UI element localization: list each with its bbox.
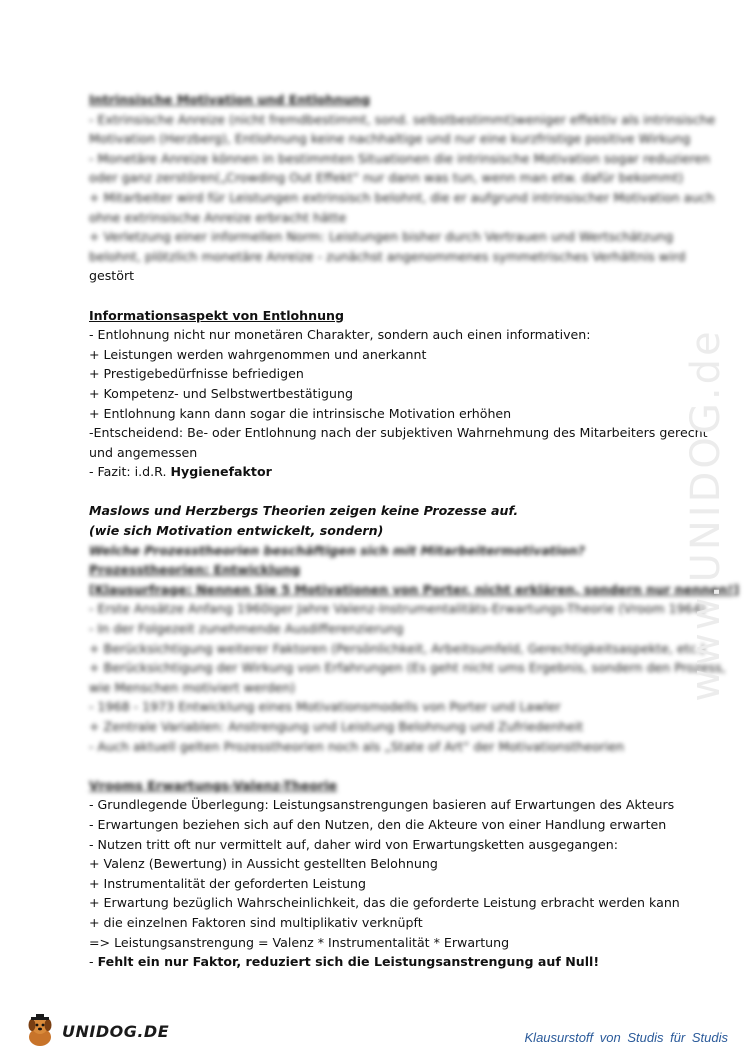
text-line: - In der Folgezeit zunehmende Ausdifferenzierung xyxy=(89,621,404,637)
text-line: - Erste Ansätze Anfang 1960iger Jahre Valenz-Instrumentalitäts-Erwartungs-Theorie (Vroom 1964) xyxy=(89,601,706,617)
info-section-lines xyxy=(89,325,708,462)
fazit-prefix: - Fazit: i.d.R. xyxy=(89,464,171,480)
text-line: + Berücksichtigung der Wirkung von Erfahrungen (Es geht nicht ums Ergebnis, sondern den Prozess, xyxy=(89,660,726,676)
text-line: [Klausurfrage: Nennen Sie 5 Motivationen von Porter, nicht erklären, sondern nur nennen!] xyxy=(89,581,740,597)
text-line: => Leistungsanstrengung = Valenz * Instrumentalität * Erwartung xyxy=(89,934,510,950)
text-line: + Mitarbeiter wird für Leistungen extrinsisch belohnt, die er aufgrund intrinsischer Motivation auch xyxy=(89,189,715,205)
text-line: + die einzelnen Faktoren sind multiplikativ verknüpft xyxy=(89,914,423,930)
footer-logo xyxy=(22,1013,169,1049)
watermark xyxy=(683,280,729,750)
text-line: ohne extrinsische Anreize erbracht hätte xyxy=(89,209,347,225)
text-line: oder ganz zerstören(„Crowding Out Effekt“ nur dann was tun, wenn man etw. dafür bekommt) xyxy=(89,170,684,186)
text-line: - Entlohnung nicht nur monetären Charakter, sondern auch einen informativen: xyxy=(89,327,591,343)
text-line: gestört xyxy=(89,268,135,284)
blurred-section-middle xyxy=(89,541,740,757)
text-line: - 1968 - 1973 Entwicklung eines Motivationsmodells von Porter und Lawler xyxy=(89,699,561,715)
text-line: - Extrinsische Anreize (nicht fremdbestimmt, sond. selbstbestimmt)weniger effektiv als intrinsische xyxy=(89,111,716,127)
dog-mascot-icon xyxy=(22,1013,58,1049)
section-heading-info: Informationsaspekt von Entlohnung xyxy=(89,307,345,323)
logo-text: UNIDOG.DE xyxy=(62,1021,170,1041)
text-line: + Erwartung bezüglich Wahrscheinlichkeit, das die geforderte Leistung erbracht werden kann xyxy=(89,895,680,911)
text-line: und angemessen xyxy=(89,444,198,460)
italic-note-1: Maslows und Herzbergs Theorien zeigen keine Prozesse auf. xyxy=(89,503,519,519)
text-line: + Verletzung einer informellen Norm: Leistungen bisher durch Vertrauen und Wertschätzung xyxy=(89,229,674,245)
text-line: Welche Prozesstheorien beschäftigen sich mit Mitarbeitermotivation? xyxy=(89,542,585,558)
final-bold: Fehlt ein nur Faktor, reduziert sich die Leistungsanstrengung auf Null! xyxy=(97,954,600,970)
vroom-section-lines xyxy=(89,795,680,952)
fazit-line xyxy=(89,462,659,482)
footer-tagline: Klausurstoff von Studis für Studis xyxy=(524,1030,728,1045)
text-line: Intrinsische Motivation und Entlohnung xyxy=(89,92,371,107)
text-line: + Instrumentalität der geforderten Leistung xyxy=(89,875,367,891)
watermark-text: www.UNIDOG.de xyxy=(683,328,729,702)
text-line: - Monetäre Anreize können in bestimmten Situationen die intrinsische Motivation sogar reduzieren xyxy=(89,150,711,166)
text-line: + Kompetenz- und Selbstwertbestätigung xyxy=(89,385,353,401)
text-line: + Valenz (Bewertung) in Aussicht gestellten Belohnung xyxy=(89,856,438,872)
text-line: - Auch aktuell gelten Prozesstheorien noch als „State of Art“ der Motivationstheorien xyxy=(89,738,625,754)
section-heading-vroom: Vrooms Erwartungs-Valenz-Theorie xyxy=(89,777,338,793)
text-line: belohnt, plötzlich monetäre Anreize - zunächst angenommenes symmetrisches Verhältnis wird xyxy=(89,248,686,264)
text-line: wie Menschen motiviert werden) xyxy=(89,679,296,695)
text-line: -Entscheidend: Be- oder Entlohnung nach der subjektiven Wahrnehmung des Mitarbeiters gerecht xyxy=(89,425,708,441)
text-line: Prozesstheorien: Entwicklung xyxy=(89,562,301,578)
final-prefix: - xyxy=(89,954,98,970)
text-line: - Erwartungen beziehen sich auf den Nutzen, den die Akteure von einer Handlung erwarten xyxy=(89,816,667,832)
blurred-section-top xyxy=(89,90,716,266)
final-bold-line xyxy=(89,952,659,972)
italic-note-2: (wie sich Motivation entwickelt, sondern) xyxy=(89,523,384,539)
text-line: + Leistungen werden wahrgenommen und anerkannt xyxy=(89,346,427,362)
text-line: + Zentrale Variablen: Anstrengung und Leistung Belohnung und Zufriedenheit xyxy=(89,719,584,734)
text-line: Motivation (Herzberg), Entlohnung keine nachhaltige und nur eine kurzfristige positive Wirkung xyxy=(89,131,691,147)
text-line: - Grundlegende Überlegung: Leistungsanstrengungen basieren auf Erwartungen des Akteurs xyxy=(89,797,675,813)
text-line: + Entlohnung kann dann sogar die intrinsische Motivation erhöhen xyxy=(89,405,512,421)
text-line: + Berücksichtigung weiterer Faktoren (Persönlichkeit, Arbeitsumfeld, Gerechtigkeitsaspekte, etc.) xyxy=(89,640,706,656)
text-line: + Prestigebedürfnisse befriedigen xyxy=(89,366,304,382)
text-line: - Nutzen tritt oft nur vermittelt auf, daher wird von Erwartungsketten ausgegangen: xyxy=(89,836,619,852)
fazit-bold: Hygienefaktor xyxy=(170,464,272,480)
